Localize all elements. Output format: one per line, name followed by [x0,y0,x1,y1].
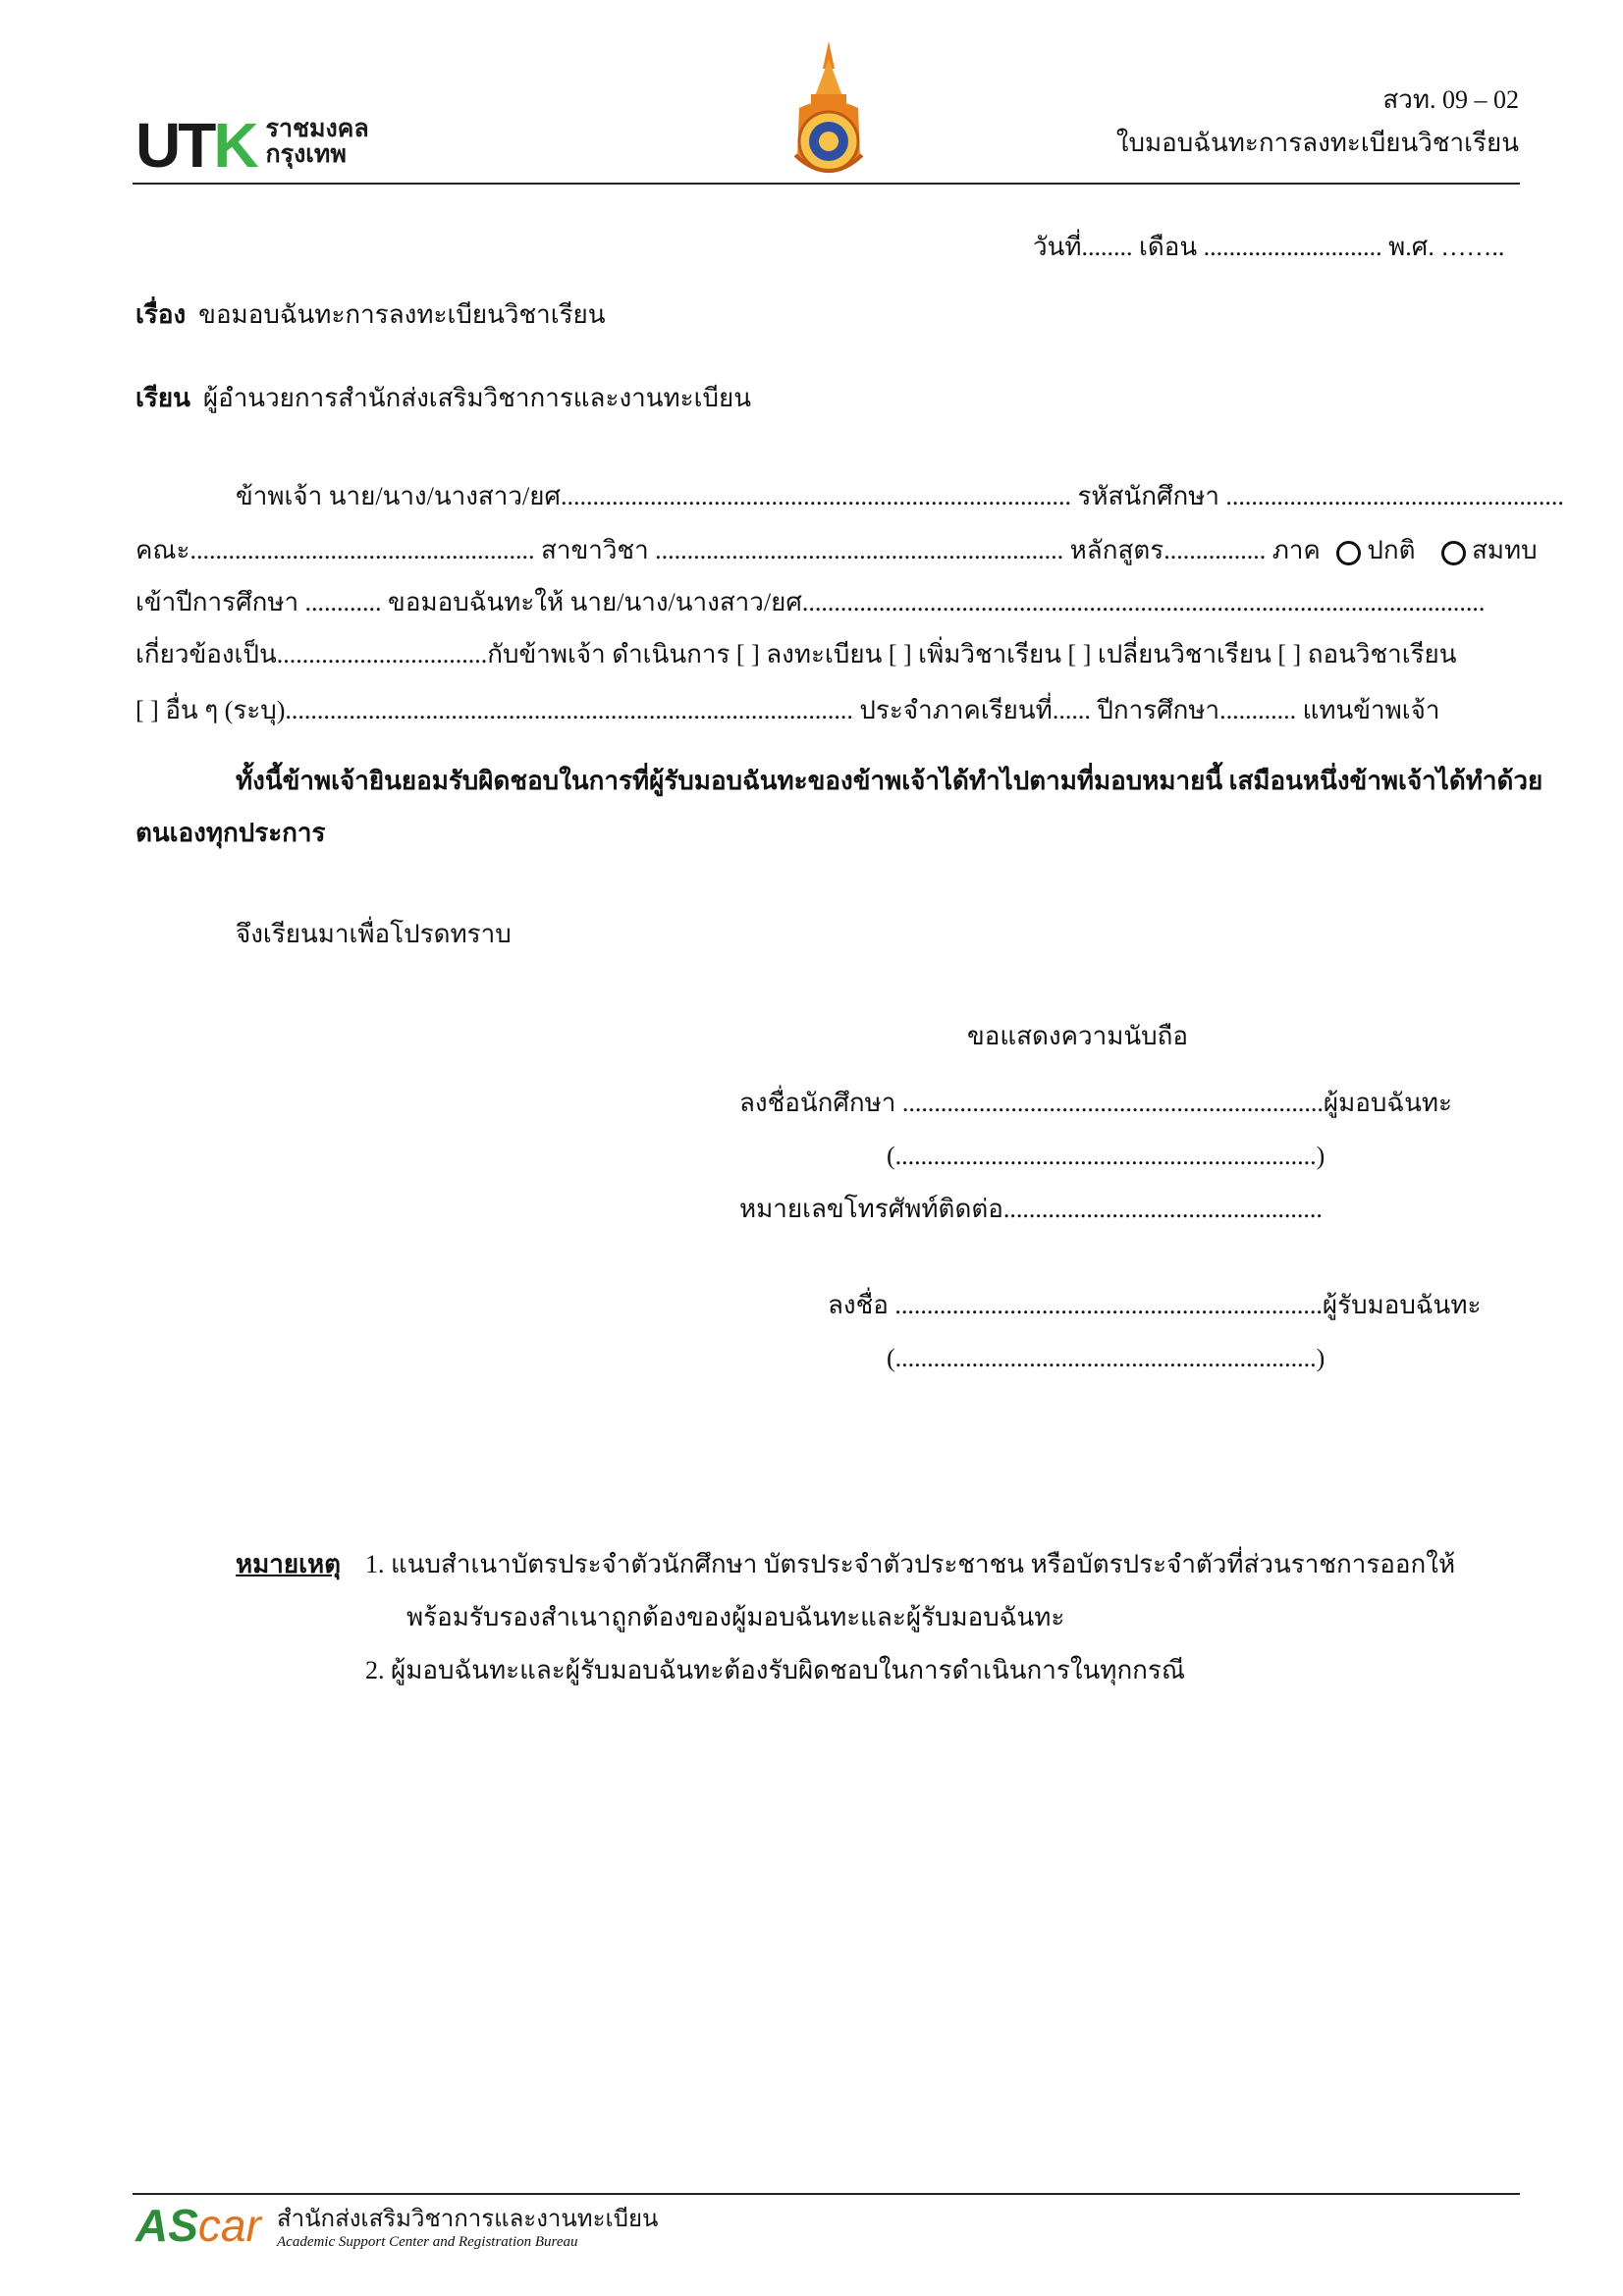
ascar-logo [135,2200,261,2251]
regards: ขอแสดงความนับถือ [967,1022,1188,1050]
utk-logo-text [266,116,369,167]
subject-text: ขอมอบฉันทะการลงทะเบียนวิชาเรียน [198,300,606,329]
body-line-1: ข้าพเจ้า นาย/นาง/นางสาว/ยศ................................................................................ รหัสนักศึกษา ..................................................... [236,482,1564,510]
subject-label: เรื่อง [135,300,187,329]
body-line-4: เกี่ยวข้องเป็น.................................กับข้าพเจ้า ดำเนินการ [ ] ลงทะเบียน [ ] เพิ่มวิชาเรียน [ ] เปลี่ยนวิชาเรียน [ ] ถอนวิชาเรียน [135,640,1457,668]
body-line-2-text: คณะ...................................................... สาขาวิชา ................................................................ หลักสูตร................ ภาค [135,536,1321,564]
consent-line-1: ทั้งนี้ข้าพเจ้ายินยอมรับผิดชอบในการที่ผู้รับมอบฉันทะของข้าพเจ้าได้ทำไปตามที่มอบหมายนี้ เสมือนหนึ่งข้าพเจ้าได้ทำด้วย [236,767,1543,795]
university-emblem-icon [782,39,876,187]
radio-evening-label: สมทบ [1471,536,1538,564]
footer-org-name [277,2206,658,2251]
ascar-logo-car: car [197,2200,261,2251]
radio-regular-label: ปกติ [1367,536,1416,564]
note-item-1-line-2: พร้อมรับรองสำเนาถูกต้องของผู้มอบฉันทะและผู้รับมอบฉันทะ [406,1603,1065,1631]
footer-divider [133,2193,1520,2195]
to-label: เรียน [135,384,190,412]
footer-name-english: Academic Support Center and Registration Bureau [277,2234,578,2250]
notes-label: หมายเหตุ [236,1550,342,1578]
note-item-1-line-1: 1. แนบสำเนาบัตรประจำตัวนักศึกษา บัตรประจำตัวประชาชน หรือบัตรประจำตัวที่ส่วนราชการออกให้ [365,1550,1456,1578]
phone-line: หมายเลขโทรศัพท์ติดต่อ.................................................. [739,1195,1323,1223]
header-divider [133,183,1520,185]
subject-line [135,299,606,331]
note-item-2: 2. ผู้มอบฉันทะและผู้รับมอบฉันทะต้องรับผิดชอบในการดำเนินการในทุกกรณี [365,1656,1186,1684]
utk-logo-line2: กรุงเทพ [265,139,347,168]
ascar-logo-as: AS [135,2200,198,2251]
utk-logo-mark: UTK [135,110,256,181]
receiver-signature-line: ลงชื่อ ...................................................................ผู้รับมอบฉันทะ [828,1291,1482,1319]
footer-name-thai: สำนักส่งเสริมวิชาการและงานทะเบียน [277,2207,659,2232]
date-line: วันที่........ เดือน ............................ พ.ศ. …….. [1033,233,1505,261]
body-line-2 [135,535,1538,566]
to-line [135,383,751,414]
body-line-3: เข้าปีการศึกษา ............ ขอมอบฉันทะให้ นาย/นาง/นางสาว/ยศ........................................................................................................... [135,588,1486,616]
form-title: ใบมอบฉันทะการลงทะเบียนวิชาเรียน [1115,129,1519,157]
student-signature-line: ลงชื่อนักศึกษา ..................................................................ผู้มอบฉันทะ [739,1089,1452,1117]
student-name-parenthesis: (..................................................................) [887,1142,1325,1170]
to-text: ผู้อำนวยการสำนักส่งเสริมวิชาการและงานทะเบียน [202,384,752,412]
body-line-5: [ ] อื่น ๆ (ระบุ)......................................................................................... ประจำภาคเรียนที่...... ปีการศึกษา............ แทนข้าพเจ้า [135,696,1440,724]
utk-logo-line1: ราชมงคล [265,114,369,142]
utk-logo [135,110,369,181]
closing-line: จึงเรียนมาเพื่อโปรดทราบ [236,920,512,948]
consent-line-2: ตนเองทุกประการ [135,819,326,847]
ascar-logo-mark [135,2200,261,2251]
receiver-name-parenthesis: (..................................................................) [887,1344,1325,1372]
radio-regular[interactable] [1336,541,1361,565]
form-code: สวท. 09 – 02 [1382,85,1519,114]
radio-evening[interactable] [1441,541,1466,565]
